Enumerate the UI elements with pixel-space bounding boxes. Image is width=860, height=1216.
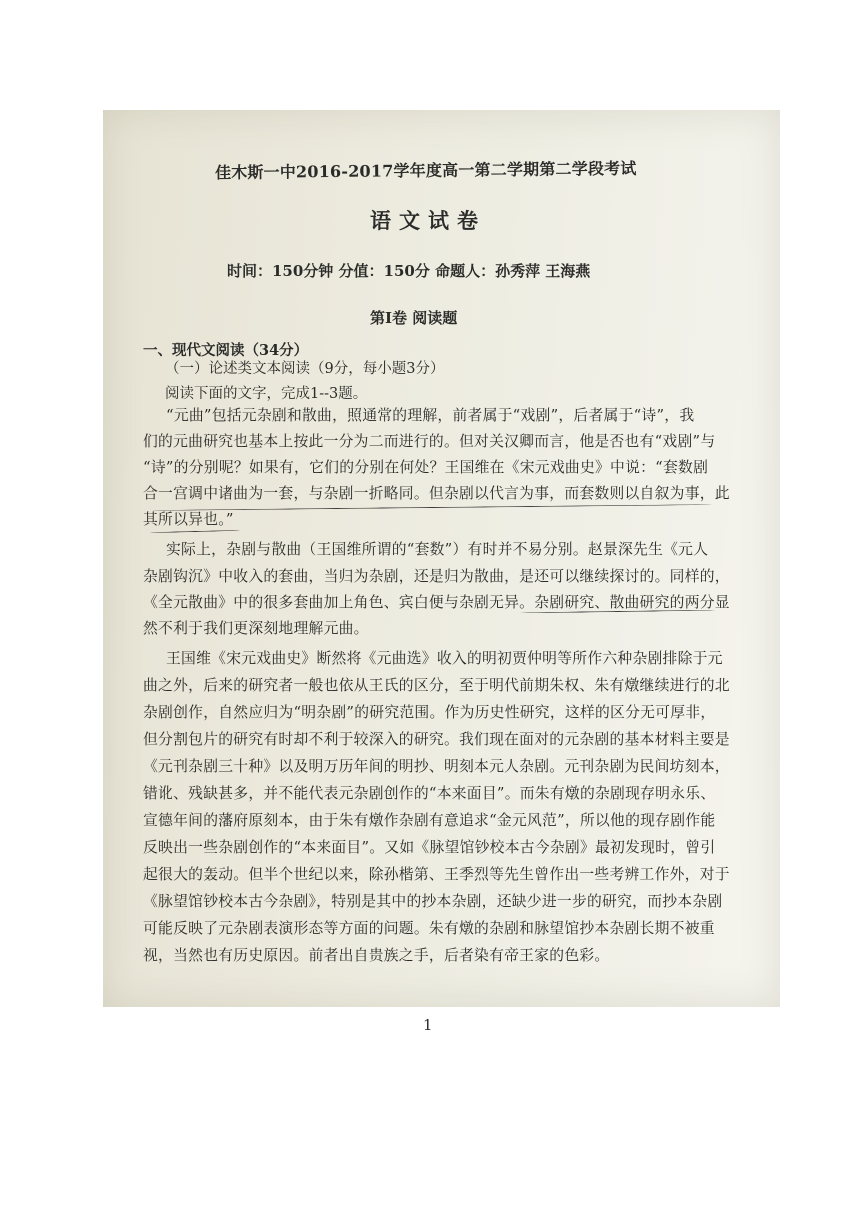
passage-line: 其所以异也。” xyxy=(143,511,234,528)
passage-line: 曲之外，后来的研究者一般也依从王氏的区分，至于明代前期朱权、朱有燉继续进行的北 xyxy=(143,677,730,694)
passage-line: 杂剧创作，自然应归为“明杂剧”的研究范围。作为历史性研究，这样的区分无可厚非， xyxy=(143,704,716,721)
subsection-heading: （一）论述类文本阅读（9分，每小题3分） xyxy=(165,361,445,377)
passage-line: 《全元散曲》中的很多套曲加上角色、宾白便与杂剧无异。杂剧研究、散曲研究的两分显 xyxy=(143,594,730,611)
passage-line: 合一宫调中诸曲为一套，与杂剧一折略同。但杂剧以代言为事，而套数则以自叙为事，此 xyxy=(143,485,730,502)
exam-meta: 时间：150分钟 分值：150分 命题人：孙秀萍 王海燕 xyxy=(227,262,591,280)
passage-line: 王国维《宋元戏曲史》断然将《元曲选》收入的明初贾仲明等所作六种杂剧排除于元 xyxy=(166,650,723,667)
page-number: 1 xyxy=(423,1016,433,1034)
passage-line: 宣德年间的藩府原刻本，由于朱有燉作杂剧有意追求“金元风范”，所以他的现存剧作能 xyxy=(143,812,716,829)
passage-line: 反映出一些杂剧创作的“本来面目”。又如《脉望馆钞校本古今杂剧》最初发现时，曾引 xyxy=(143,839,716,856)
passage-line: “元曲”包括元杂剧和散曲，照通常的理解，前者属于“戏剧”，后者属于“诗”，我 xyxy=(166,407,695,424)
passage-line: 但分割包片的研究有时却不利于较深入的研究。我们现在面对的元杂剧的基本材料主要是 xyxy=(143,731,730,748)
passage-line: 《元刊杂剧三十种》以及明万历年间的明抄、明刻本元人杂剧。元刊杂剧为民间坊刻本， xyxy=(143,758,730,775)
passage-line: “诗”的分别呢？如果有，它们的分别在何处？王国维在《宋元戏曲史》中说：“套数剧 xyxy=(143,459,709,476)
passage-line: 视，当然也有历史原因。前者出自贵族之手，后者染有帝王家的色彩。 xyxy=(143,947,610,964)
passage-line: 实际上，杂剧与散曲（王国维所谓的“套数”）有时并不易分别。赵景深先生《元人 xyxy=(166,541,709,558)
passage-line: 可能反映了元杂剧表演形态等方面的问题。朱有燉的杂剧和脉望馆抄本杂剧长期不被重 xyxy=(143,920,715,937)
section-heading: 一、现代文阅读（34分） xyxy=(143,342,309,359)
passage-line: 错讹、残缺甚多，并不能代表元杂剧创作的“本来面目”。而朱有燉的杂剧现存明永乐、 xyxy=(143,785,716,802)
passage-line: 起很大的轰动。但半个世纪以来，除孙楷第、王季烈等先生曾作出一些考辨工作外，对于 xyxy=(143,866,730,883)
subject-title: 语文试卷 xyxy=(370,208,486,233)
passage-line: 们的元曲研究也基本上按此一分为二而进行的。但对关汉卿而言，他是否也有“戏剧”与 xyxy=(143,433,716,450)
instruction-text: 阅读下面的文字，完成1--3题。 xyxy=(165,386,368,402)
exam-title: 佳木斯一中2016-2017学年度高一第二学期第二学段考试 xyxy=(214,158,637,183)
passage-line: 然不利于我们更深刻地理解元曲。 xyxy=(143,620,369,637)
passage-line: 杂剧钩沉》中收入的套曲，当归为杂剧，还是归为散曲，是还可以继续探讨的。同样的， xyxy=(143,568,730,585)
passage-line: 《脉望馆钞校本古今杂剧》，特别是其中的抄本杂剧，还缺少进一步的研究，而抄本杂剧 xyxy=(143,893,723,910)
part-heading: 第Ⅰ卷 阅读题 xyxy=(370,309,458,327)
